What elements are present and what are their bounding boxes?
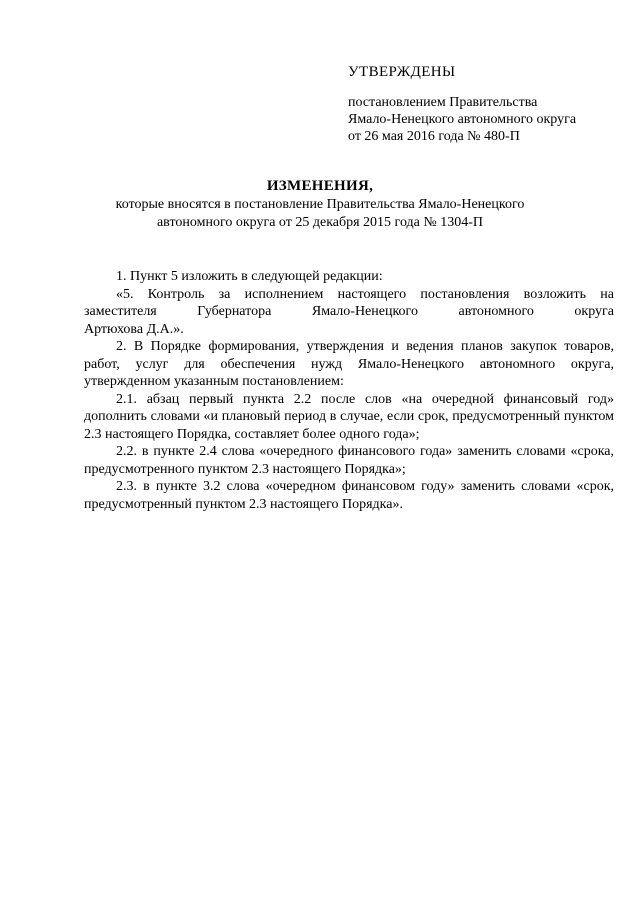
approval-line: от 26 мая 2016 года № 480-П [348, 129, 520, 144]
approval-block [348, 62, 618, 145]
paragraph-item-2-2: 2.2. в пункте 2.4 слова «очередного финансового года» заменить словами «срока, предусмотренного пунктом 2.3 настоящего Порядка»; [84, 444, 614, 477]
paragraph-item-2: 2. В Порядке формирования, утверждения и ведения планов закупок товаров, работ, услуг для обеспечения нужд Ямало-Ненецкого автономного округа, утвержденном указанным постановлением: [84, 339, 614, 389]
approval-line: постановлением Правительства [348, 95, 538, 110]
paragraph-item-1: 1. Пункт 5 изложить в следующей редакции: [116, 269, 383, 284]
document-title-heading: ИЗМЕНЕНИЯ, [266, 178, 374, 194]
approval-heading: УТВЕРЖДЕНЫ [348, 64, 456, 80]
paragraph-item-1-text: «5. Контроль за исполнением настоящего постановления возложить на заместителя Губернатора Ямало-Ненецкого автономного округа [84, 286, 614, 319]
document-subtitle-line: которые вносятся в постановление Правительства Ямало-Ненецкого [115, 197, 525, 212]
paragraph-item-2-1: 2.1. абзац первый пункта 2.2 после слов «на очередной финансовый год» дополнить словами «и плановый период в случае, если срок, предусмотренный пунктом 2.3 настоящего Порядка, составляет более одного года»; [84, 391, 614, 442]
paragraph-item-2-3: 2.3. в пункте 3.2 слова «очередном финансовом году» заменить словами «срок, предусмотренный пунктом 2.3 настоящего Порядка». [84, 479, 614, 512]
paragraph-item-1-text-end: Артюхова Д.А.». [84, 321, 184, 337]
document-title [60, 176, 580, 232]
approval-line: Ямало-Ненецкого автономного округа [348, 112, 577, 127]
document-body [84, 268, 614, 513]
document-subtitle-line: автономного округа от 25 декабря 2015 года № 1304-П [156, 215, 484, 230]
